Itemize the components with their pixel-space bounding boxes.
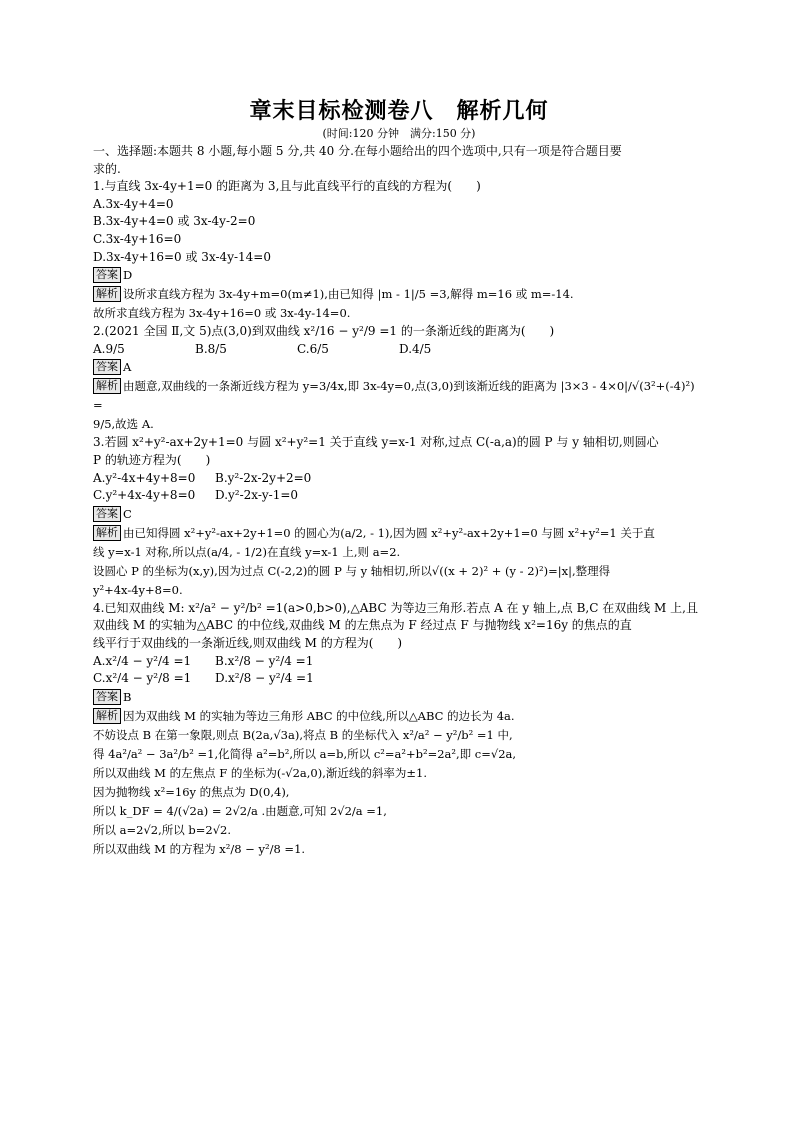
q3-stem-line1: 3.若圆 x²+y²-ax+2y+1=0 与圆 x²+y²=1 关于直线 y=x-1 对称,过点 C(-a,a)的圆 P 与 y 轴相切,则圆心 (93, 435, 659, 450)
q4-analysis-line6: 所以 k_DF = 4/(√2a) = 2√2/a .由题意,可知 2√2/a =1, (93, 803, 387, 818)
q3-analysis (93, 524, 705, 543)
q2-answer-value: A (123, 360, 132, 375)
analysis-label: 解析 (93, 708, 121, 724)
q2-option-a: A.9/5 (93, 341, 125, 356)
answer-label: 答案 (93, 267, 121, 283)
q4-option-d: D.x²/8 − y²/4 =1 (215, 671, 314, 686)
q1-option-a: A.3x-4y+4=0 (93, 196, 174, 211)
q4-answer (93, 688, 705, 707)
q3-analysis-line3: 设圆心 P 的坐标为(x,y),因为过点 C(-2,2)的圆 P 与 y 轴相切,所以√((x + 2)² + (y - 2)²)=|x|,整理得 (93, 563, 611, 578)
q4-option-b: B.x²/8 − y²/4 =1 (215, 653, 314, 668)
q4-stem-line3: 线平行于双曲线的一条渐近线,则双曲线 M 的方程为( ) (93, 635, 403, 650)
q4-answer-value: B (123, 689, 132, 704)
q3-stem-line2: P 的轨迹方程为( ) (93, 452, 211, 467)
q1-option-b: B.3x-4y+4=0 或 3x-4y-2=0 (93, 214, 256, 229)
q4-stem-line1: 4.已知双曲线 M: x²/a² − y²/b² =1(a>0,b>0),△ABC 为等边三角形.若点 A 在 y 轴上,点 B,C 在双曲线 M 上,且 (93, 600, 698, 615)
q4-option-c: C.x²/4 − y²/8 =1 (93, 671, 192, 686)
q3-answer-value: C (123, 506, 132, 521)
q3-option-b: B.y²-2x-2y+2=0 (215, 470, 312, 485)
q4-analysis-line7: 所以 a=2√2,所以 b=2√2. (93, 822, 232, 837)
q2-option-c: C.6/5 (297, 341, 329, 356)
answer-label: 答案 (93, 506, 121, 522)
q4-analysis-line3: 得 4a²/a² − 3a²/b² =1,化简得 a²=b²,所以 a=b,所以 c²=a²+b²=2a²,即 c=√2a, (93, 746, 517, 761)
q3-answer (93, 505, 705, 524)
q2-option-d: D.4/5 (399, 341, 432, 356)
q1-option-c: C.3x-4y+16=0 (93, 231, 182, 246)
q4-stem-line2: 双曲线 M 的实轴为△ABC 的中位线,双曲线 M 的左焦点为 F 经过点 F 与抛物线 x²=16y 的焦点的直 (93, 618, 632, 633)
page-title: 章末目标检测卷八 解析几何 (249, 99, 549, 124)
answer-label: 答案 (93, 689, 121, 705)
q3-analysis-line4: y²+4x-4y+8=0. (93, 582, 183, 597)
q2-analysis (93, 377, 705, 415)
exam-page (93, 98, 705, 859)
q2-answer (93, 358, 705, 377)
page-subtitle: (时间:120 分钟 满分:150 分) (322, 127, 476, 140)
q4-analysis-line5: 因为抛物线 x²=16y 的焦点为 D(0,4), (93, 784, 290, 799)
q3-analysis-line1: 由已知得圆 x²+y²-ax+2y+1=0 的圆心为(a/2, - 1),因为圆 x²+y²-ax+2y+1=0 与圆 x²+y²=1 关于直 (123, 525, 655, 540)
q4-analysis-line1: 因为双曲线 M 的实轴为等边三角形 ABC 的中位线,所以△ABC 的边长为 4a. (123, 708, 515, 723)
q3-analysis-line2: 线 y=x-1 对称,所以点(a/4, - 1/2)在直线 y=x-1 上,则 a=2. (93, 544, 401, 559)
q4-analysis (93, 707, 705, 726)
q3-options-row2 (93, 487, 705, 505)
q4-option-a: A.x²/4 − y²/4 =1 (93, 653, 192, 668)
q2-option-b: B.8/5 (195, 341, 227, 356)
q1-analysis (93, 285, 705, 304)
q1-analysis-line1: 设所求直线方程为 3x-4y+m=0(m≠1),由已知得 |m - 1|/5 =3,解得 m=16 或 m=-14. (123, 287, 574, 302)
q4-analysis-line8: 所以双曲线 M 的方程为 x²/8 − y²/8 =1. (93, 841, 306, 856)
section-heading-line2: 求的. (93, 161, 121, 176)
answer-label: 答案 (93, 359, 121, 375)
q1-analysis-line2: 故所求直线方程为 3x-4y+16=0 或 3x-4y-14=0. (93, 306, 351, 321)
q4-analysis-line4: 所以双曲线 M 的左焦点 F 的坐标为(-√2a,0),渐近线的斜率为±1. (93, 765, 427, 780)
analysis-label: 解析 (93, 378, 121, 394)
q1-option-d: D.3x-4y+16=0 或 3x-4y-14=0 (93, 249, 271, 264)
q2-analysis-line2: 9/5,故选 A. (93, 417, 154, 432)
analysis-label: 解析 (93, 286, 121, 302)
q3-option-a: A.y²-4x+4y+8=0 (93, 470, 196, 485)
q1-answer-value: D (123, 268, 133, 283)
q1-answer (93, 266, 705, 285)
q4-options-row1 (93, 653, 705, 671)
q2-options (93, 341, 705, 359)
section-heading-line1: 一、选择题:本题共 8 小题,每小题 5 分,共 40 分.在每小题给出的四个选项中,只有一项是符合题目要 (93, 144, 622, 158)
q3-option-d: D.y²-2x-y-1=0 (215, 488, 299, 503)
q1-stem: 1.与直线 3x-4y+1=0 的距离为 3,且与此直线平行的直线的方程为( ) (93, 179, 481, 194)
analysis-label: 解析 (93, 525, 121, 541)
q4-options-row2 (93, 670, 705, 688)
q2-analysis-line1: 由题意,双曲线的一条渐近线方程为 y=3/4x,即 3x-4y=0,点(3,0)到该渐近线的距离为 |3×3 - 4×0|/√(3²+(-4)²) = (93, 379, 695, 413)
q3-options-row1 (93, 470, 705, 488)
q2-stem: 2.(2021 全国 Ⅱ,文 5)点(3,0)到双曲线 x²/16 − y²/9 =1 的一条渐近线的距离为( ) (93, 324, 555, 339)
q4-analysis-line2: 不妨设点 B 在第一象限,则点 B(2a,√3a),将点 B 的坐标代入 x²/a² − y²/b² =1 中, (93, 727, 513, 742)
q3-option-c: C.y²+4x-4y+8=0 (93, 488, 196, 503)
